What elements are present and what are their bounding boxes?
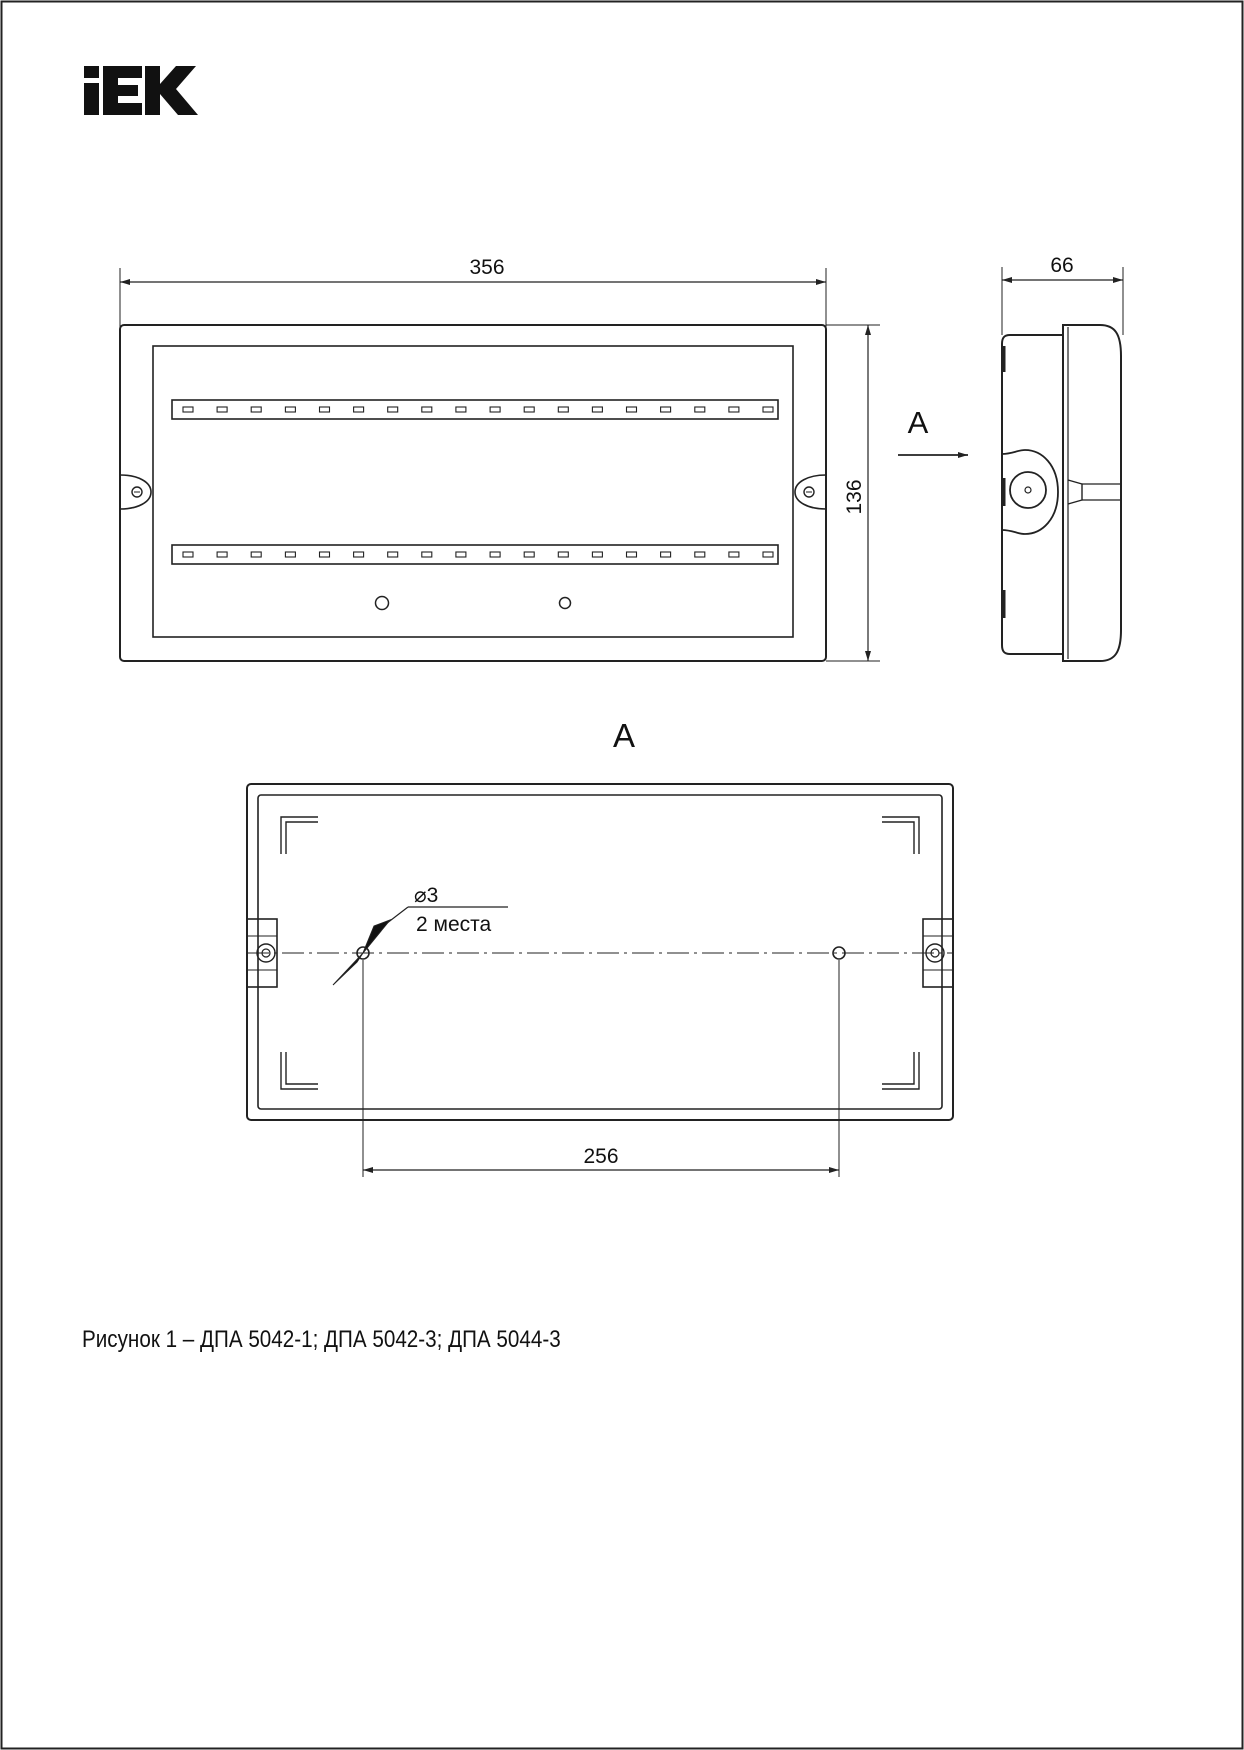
led-slot — [695, 407, 705, 412]
view-arrow-label: A — [907, 405, 929, 440]
led-slot — [354, 407, 364, 412]
figure-caption: Рисунок 1 – ДПА 5042-1; ДПА 5042-3; ДПА 5044-3 — [82, 1326, 561, 1353]
front-view — [120, 268, 880, 661]
cable-gland-icon — [1010, 472, 1046, 508]
dim-width-label: 356 — [469, 256, 505, 279]
led-slot — [251, 552, 261, 557]
led-slot — [592, 407, 602, 412]
rear-outline — [247, 784, 953, 1120]
led-slot — [592, 552, 602, 557]
indicator-2 — [560, 598, 571, 609]
led-slot — [524, 407, 534, 412]
led-slot — [285, 407, 295, 412]
led-slot — [251, 407, 261, 412]
led-slot — [627, 407, 637, 412]
side-view — [1002, 267, 1123, 661]
led-slot — [729, 407, 739, 412]
led-slot — [320, 407, 330, 412]
led-slot — [490, 407, 500, 412]
side-cover — [1063, 325, 1121, 661]
led-strip-top-leds — [183, 407, 773, 412]
hole-diameter-label: ⌀3 — [414, 884, 439, 907]
housing-outline — [120, 325, 826, 661]
led-slot — [661, 407, 671, 412]
led-slot — [456, 407, 466, 412]
led-slot — [422, 552, 432, 557]
diffuser-outline — [153, 346, 793, 637]
led-slot — [729, 552, 739, 557]
rear-view-title: A — [612, 717, 636, 754]
led-slot — [183, 407, 193, 412]
rear-view — [247, 784, 953, 1177]
led-slot — [490, 552, 500, 557]
led-strip-bottom-leds — [183, 552, 773, 557]
iek-logo — [84, 66, 198, 115]
indicator-1 — [376, 597, 389, 610]
led-slot — [627, 552, 637, 557]
led-slot — [320, 552, 330, 557]
led-slot — [661, 552, 671, 557]
led-slot — [217, 552, 227, 557]
led-slot — [422, 407, 432, 412]
led-strip-top — [172, 400, 778, 419]
led-slot — [763, 552, 773, 557]
led-slot — [183, 552, 193, 557]
led-slot — [285, 552, 295, 557]
hole-count-label: 2 места — [416, 913, 492, 936]
led-slot — [763, 407, 773, 412]
led-slot — [217, 407, 227, 412]
led-strip-bottom — [172, 545, 778, 564]
led-slot — [695, 552, 705, 557]
led-slot — [388, 552, 398, 557]
led-slot — [388, 407, 398, 412]
led-slot — [558, 552, 568, 557]
led-slot — [524, 552, 534, 557]
led-slot — [456, 552, 466, 557]
led-slot — [354, 552, 364, 557]
dim-depth-label: 66 — [1050, 254, 1074, 277]
dim-hole-spacing-label: 256 — [583, 1145, 619, 1168]
led-slot — [558, 407, 568, 412]
dim-height-label: 136 — [843, 479, 866, 515]
